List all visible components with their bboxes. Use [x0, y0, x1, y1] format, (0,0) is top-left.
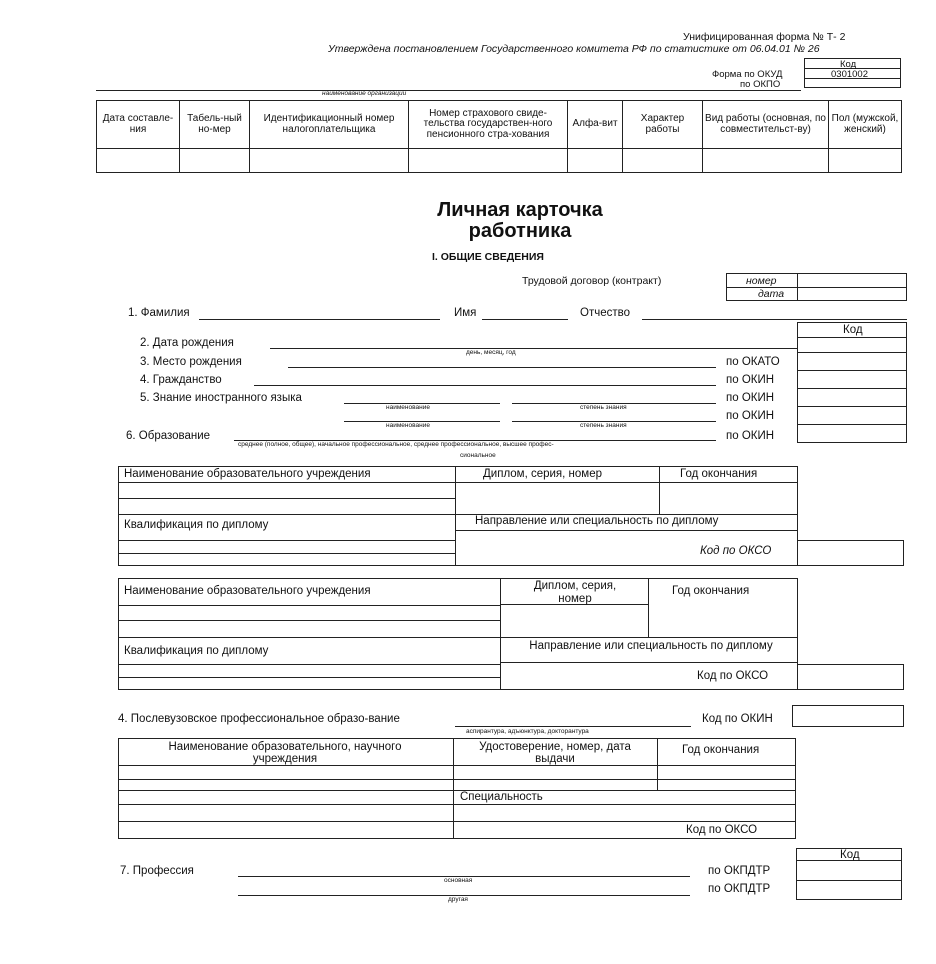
col-insurance: Номер страхового свиде-тельства государствен-ного пенсионного стра-хования [409, 101, 568, 149]
patronymic-field[interactable] [642, 319, 907, 320]
birth-place-label: 3. Место рождения [140, 356, 242, 368]
cell-date[interactable] [97, 149, 180, 173]
lang-level-caption-2: степень знания [580, 422, 627, 429]
postgrad-field[interactable] [455, 726, 691, 727]
surname-label: 1. Фамилия [128, 307, 190, 319]
okpdtr-label-2: по ОКПДТР [708, 883, 771, 895]
postgrad-year-header: Год окончания [682, 744, 760, 756]
edu1-qualification: Квалификация по диплому [124, 519, 269, 531]
okin-label-1: по ОКИН [726, 374, 775, 386]
patronymic-label: Отчество [580, 307, 630, 319]
edu2-diploma-header: Диплом, серия, номер [533, 580, 617, 605]
col-date: Дата составле-ния [97, 101, 180, 149]
code-header-2: Код [843, 324, 863, 336]
okud-label: Форма по ОКУД [712, 69, 783, 80]
birth-date-label: 2. Дата рождения [140, 337, 234, 349]
lang-name-caption-2: наименование [386, 422, 430, 429]
approval-text: Утверждена постановлением Государственного комитета РФ по статистике от 06.04.01 № 26 [328, 43, 820, 55]
edu2-okso-label: Код по ОКСО [697, 670, 769, 682]
okpo-label: по ОКПО [740, 79, 781, 90]
cell-gender[interactable] [829, 149, 902, 173]
lang-level-caption: степень знания [580, 404, 627, 411]
col-gender: Пол (мужской, женский) [829, 101, 902, 149]
cell-work-character[interactable] [623, 149, 703, 173]
postgrad-okso-label: Код по ОКСО [686, 824, 758, 836]
contract-date-label: дата [758, 288, 785, 300]
postgrad-certificate-header: Удостоверение, номер, дата выдачи [479, 741, 631, 766]
birth-date-caption: день, месяц, год [466, 349, 516, 356]
cell-insurance[interactable] [409, 149, 568, 173]
page-title: Личная карточка [437, 199, 603, 221]
postgrad-okin-box[interactable] [792, 705, 904, 727]
cell-alphabet[interactable] [568, 149, 623, 173]
org-caption: наименование организации [322, 90, 407, 97]
col-inn: Идентификационный номер налогоплательщика [250, 101, 409, 149]
language-label: 5. Знание иностранного языка [140, 392, 302, 404]
col-work-character: Характер работы [623, 101, 703, 149]
okud-value: 0301002 [831, 69, 868, 80]
education-caption-2: сиональное [460, 452, 496, 459]
col-tab-number: Табель-ный но-мер [180, 101, 250, 149]
code-header: Код [840, 59, 857, 70]
cell-tab-number[interactable] [180, 149, 250, 173]
name-field[interactable] [482, 319, 568, 320]
profession-label: 7. Профессия [120, 865, 194, 877]
edu1-okso-label: Код по ОКСО [700, 545, 772, 557]
edu1-institution-header: Наименование образовательного учреждения [124, 468, 371, 480]
postgrad-caption: аспирантура, адъюнктура, докторантура [466, 728, 589, 735]
name-label: Имя [454, 307, 477, 319]
postgrad-specialty: Специальность [460, 791, 543, 803]
form-title: Унифицированная форма № Т- 2 [683, 31, 846, 43]
okin-label-4: по ОКИН [726, 430, 775, 442]
edu2-qualification: Квалификация по диплому [124, 645, 269, 657]
cell-inn[interactable] [250, 149, 409, 173]
col-alphabet: Алфа-вит [568, 101, 623, 149]
education-label: 6. Образование [126, 430, 211, 442]
surname-field[interactable] [199, 319, 440, 320]
okso-code-box-1[interactable] [797, 540, 904, 566]
birth-date-field[interactable] [270, 348, 797, 349]
contract-label: Трудовой договор (контракт) [522, 275, 662, 287]
contract-number-label: номер [746, 275, 777, 287]
top-info-table [96, 100, 902, 173]
edu2-specialty: Направление или специальность по диплому [529, 640, 773, 652]
okpdtr-label-1: по ОКПДТР [708, 865, 771, 877]
edu1-diploma-header: Диплом, серия, номер [483, 468, 602, 480]
col-work-type: Вид работы (основная, по совместительст-ву) [703, 101, 829, 149]
organization-line[interactable] [96, 90, 801, 91]
okato-label: по ОКАТО [726, 356, 780, 368]
citizenship-label: 4. Гражданство [140, 374, 222, 386]
postgrad-okin-label: Код по ОКИН [702, 713, 773, 725]
okin-label-2: по ОКИН [726, 392, 775, 404]
edu1-year-header: Год окончания [680, 468, 758, 480]
education-caption: среднее (полное, общее), начальное профессиональное, среднее профессиональное, высшее профес- [238, 441, 554, 448]
edu1-specialty: Направление или специальность по диплому [475, 515, 719, 527]
cell-work-type[interactable] [703, 149, 829, 173]
profession-other-caption: другая [448, 896, 468, 903]
citizenship-field[interactable] [254, 385, 716, 386]
postgrad-institution-header: Наименование образовательного, научного учреждения [168, 741, 402, 766]
profession-code-header: Код [840, 849, 860, 861]
edu2-year-header: Год окончания [672, 585, 750, 597]
okin-label-3: по ОКИН [726, 410, 775, 422]
page-title-line2: работника [468, 220, 572, 242]
edu2-institution-header: Наименование образовательного учреждения [124, 585, 371, 597]
birth-place-field[interactable] [288, 367, 716, 368]
profession-main-caption: основная [444, 877, 473, 884]
lang-name-caption: наименование [386, 404, 430, 411]
postgrad-label: 4. Послевузовское профессиональное образо-вание [118, 713, 400, 725]
section-title: I. ОБЩИЕ СВЕДЕНИЯ [432, 251, 544, 263]
okso-code-box-2[interactable] [797, 664, 904, 690]
